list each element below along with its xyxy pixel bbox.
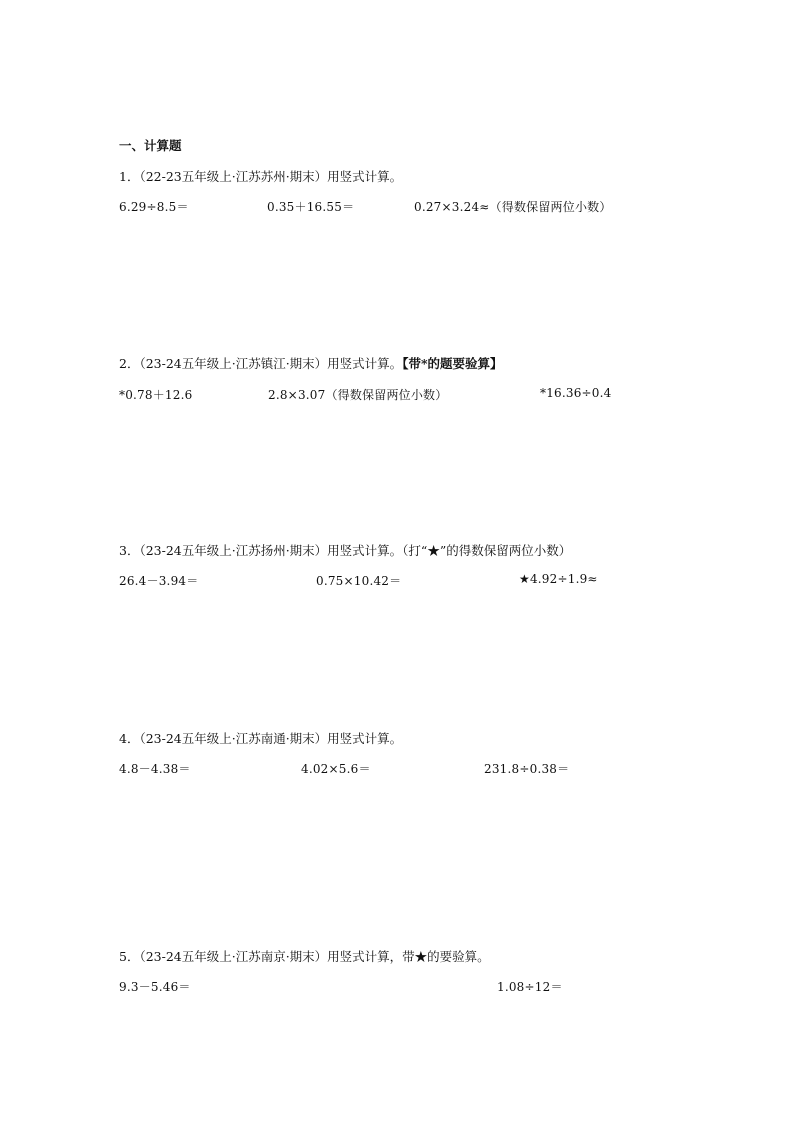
question-1-item-1: 6.29÷8.5＝	[119, 200, 189, 214]
question-4-stem	[119, 729, 402, 747]
question-3-item-1: 26.4－3.94＝	[119, 574, 199, 588]
question-3-stem	[119, 541, 571, 559]
question-5-item-2: 1.08÷12＝	[497, 980, 563, 994]
question-4-item-3: 231.8÷0.38＝	[484, 762, 570, 776]
question-4-item-2: 4.02×5.6＝	[301, 762, 371, 776]
question-2-item-3: *16.36÷0.4	[540, 386, 612, 400]
question-1-item-2: 0.35＋16.55＝	[267, 200, 355, 214]
question-2-stem	[119, 354, 502, 372]
question-2-text: 2．（23-24五年级上·江苏镇江·期末）用竖式计算。	[119, 356, 403, 371]
question-2-item-1: *0.78＋12.6	[119, 388, 193, 402]
question-2-item-2: 2.8×3.07（得数保留两位小数）	[268, 388, 448, 402]
question-4-item-1: 4.8－4.38＝	[119, 762, 191, 776]
question-4-text: 4．（23-24五年级上·江苏南通·期末）用竖式计算。	[119, 731, 403, 746]
question-3-text: 3．（23-24五年级上·江苏扬州·期末）用竖式计算。（打“★”的得数保留两位小数）	[119, 543, 572, 558]
question-3-item-2: 0.75×10.42＝	[316, 574, 402, 588]
question-1-item-3: 0.27×3.24≈（得数保留两位小数）	[414, 200, 612, 214]
question-5-item-1: 9.3－5.46＝	[119, 980, 191, 994]
section-title: 一、计算题	[119, 138, 182, 153]
question-5-stem	[119, 947, 490, 965]
question-2-note: 【带*的题要验算】	[402, 356, 503, 371]
question-1-text: 1．（22-23五年级上·江苏苏州·期末）用竖式计算。	[119, 169, 403, 184]
question-3-item-3: ★4.92÷1.9≈	[519, 572, 598, 586]
question-5-text: 5．（23-24五年级上·江苏南京·期末）用竖式计算，带★的要验算。	[119, 949, 490, 964]
question-1-stem	[119, 167, 402, 185]
